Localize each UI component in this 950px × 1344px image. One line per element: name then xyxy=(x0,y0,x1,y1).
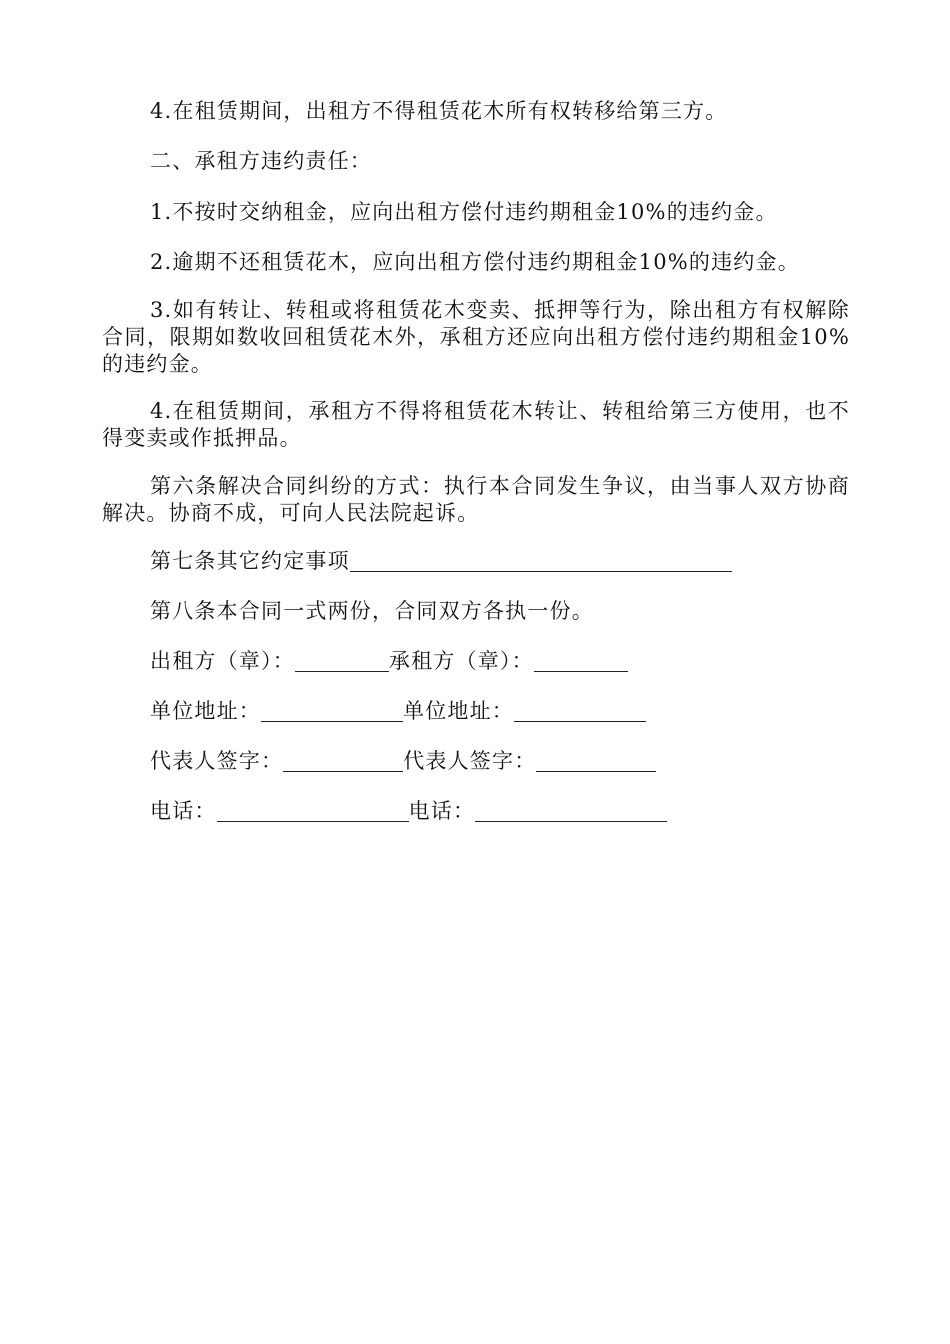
paragraph-article-6: 第六条解决合同纠纷的方式：执行本合同发生争议，由当事人双方协商解决。协商不成，可向人民法院起诉。 xyxy=(102,474,850,525)
section-heading-lessee-liability: 二、承租方违约责任： xyxy=(150,149,372,173)
phone-row xyxy=(150,798,667,825)
article-7-row xyxy=(150,548,732,575)
lessor-phone-label: 电话： xyxy=(150,799,217,823)
lessor-representative-label: 代表人签字： xyxy=(150,749,284,773)
lessor-representative-blank[interactable] xyxy=(283,749,403,772)
paragraph-lessee-clause-3: 3.如有转让、转租或将租赁花木变卖、抵押等行为，除出租方有权解除合同，限期如数收回租赁花木外，承租方还应向出租方偿付违约期租金10%的违约金。 xyxy=(102,298,850,376)
lessee-representative-label: 代表人签字： xyxy=(403,749,537,773)
paragraph-lessee-clause-4: 4.在租赁期间，承租方不得将租赁花木转让、转租给第三方使用，也不得变卖或作抵押品。 xyxy=(102,399,850,450)
article-8-text: 第八条本合同一式两份，合同双方各执一份。 xyxy=(150,599,594,623)
lessee-phone-blank[interactable] xyxy=(475,799,667,822)
paragraph-lessee-clause-2: 2.逾期不还租赁花木，应向出租方偿付违约期租金10%的违约金。 xyxy=(150,250,800,274)
representative-row xyxy=(150,748,656,775)
lessor-seal-blank[interactable] xyxy=(295,649,389,672)
lessee-representative-blank[interactable] xyxy=(536,749,656,772)
lessor-phone-blank[interactable] xyxy=(217,799,409,822)
lessee-phone-label: 电话： xyxy=(408,799,476,823)
lessor-address-label: 单位地址： xyxy=(150,699,261,723)
paragraph-lessor-clause-4: 4.在租赁期间，出租方不得租赁花木所有权转移给第三方。 xyxy=(150,99,728,123)
paragraph-lessee-clause-1: 1.不按时交纳租金，应向出租方偿付违约期租金10%的违约金。 xyxy=(150,200,778,224)
lessee-address-blank[interactable] xyxy=(514,699,646,722)
lessee-seal-blank[interactable] xyxy=(534,649,628,672)
lessee-seal-label: 承租方（章）： xyxy=(388,649,534,673)
address-row xyxy=(150,698,646,725)
article-7-label: 第七条其它约定事项 xyxy=(150,549,350,573)
seal-row xyxy=(150,648,628,675)
lessor-address-blank[interactable] xyxy=(261,699,403,722)
lessor-seal-label: 出租方（章）： xyxy=(150,649,295,673)
lessee-address-label: 单位地址： xyxy=(403,699,514,723)
article-7-blank-line[interactable] xyxy=(350,549,732,572)
article-8-row xyxy=(150,598,594,625)
